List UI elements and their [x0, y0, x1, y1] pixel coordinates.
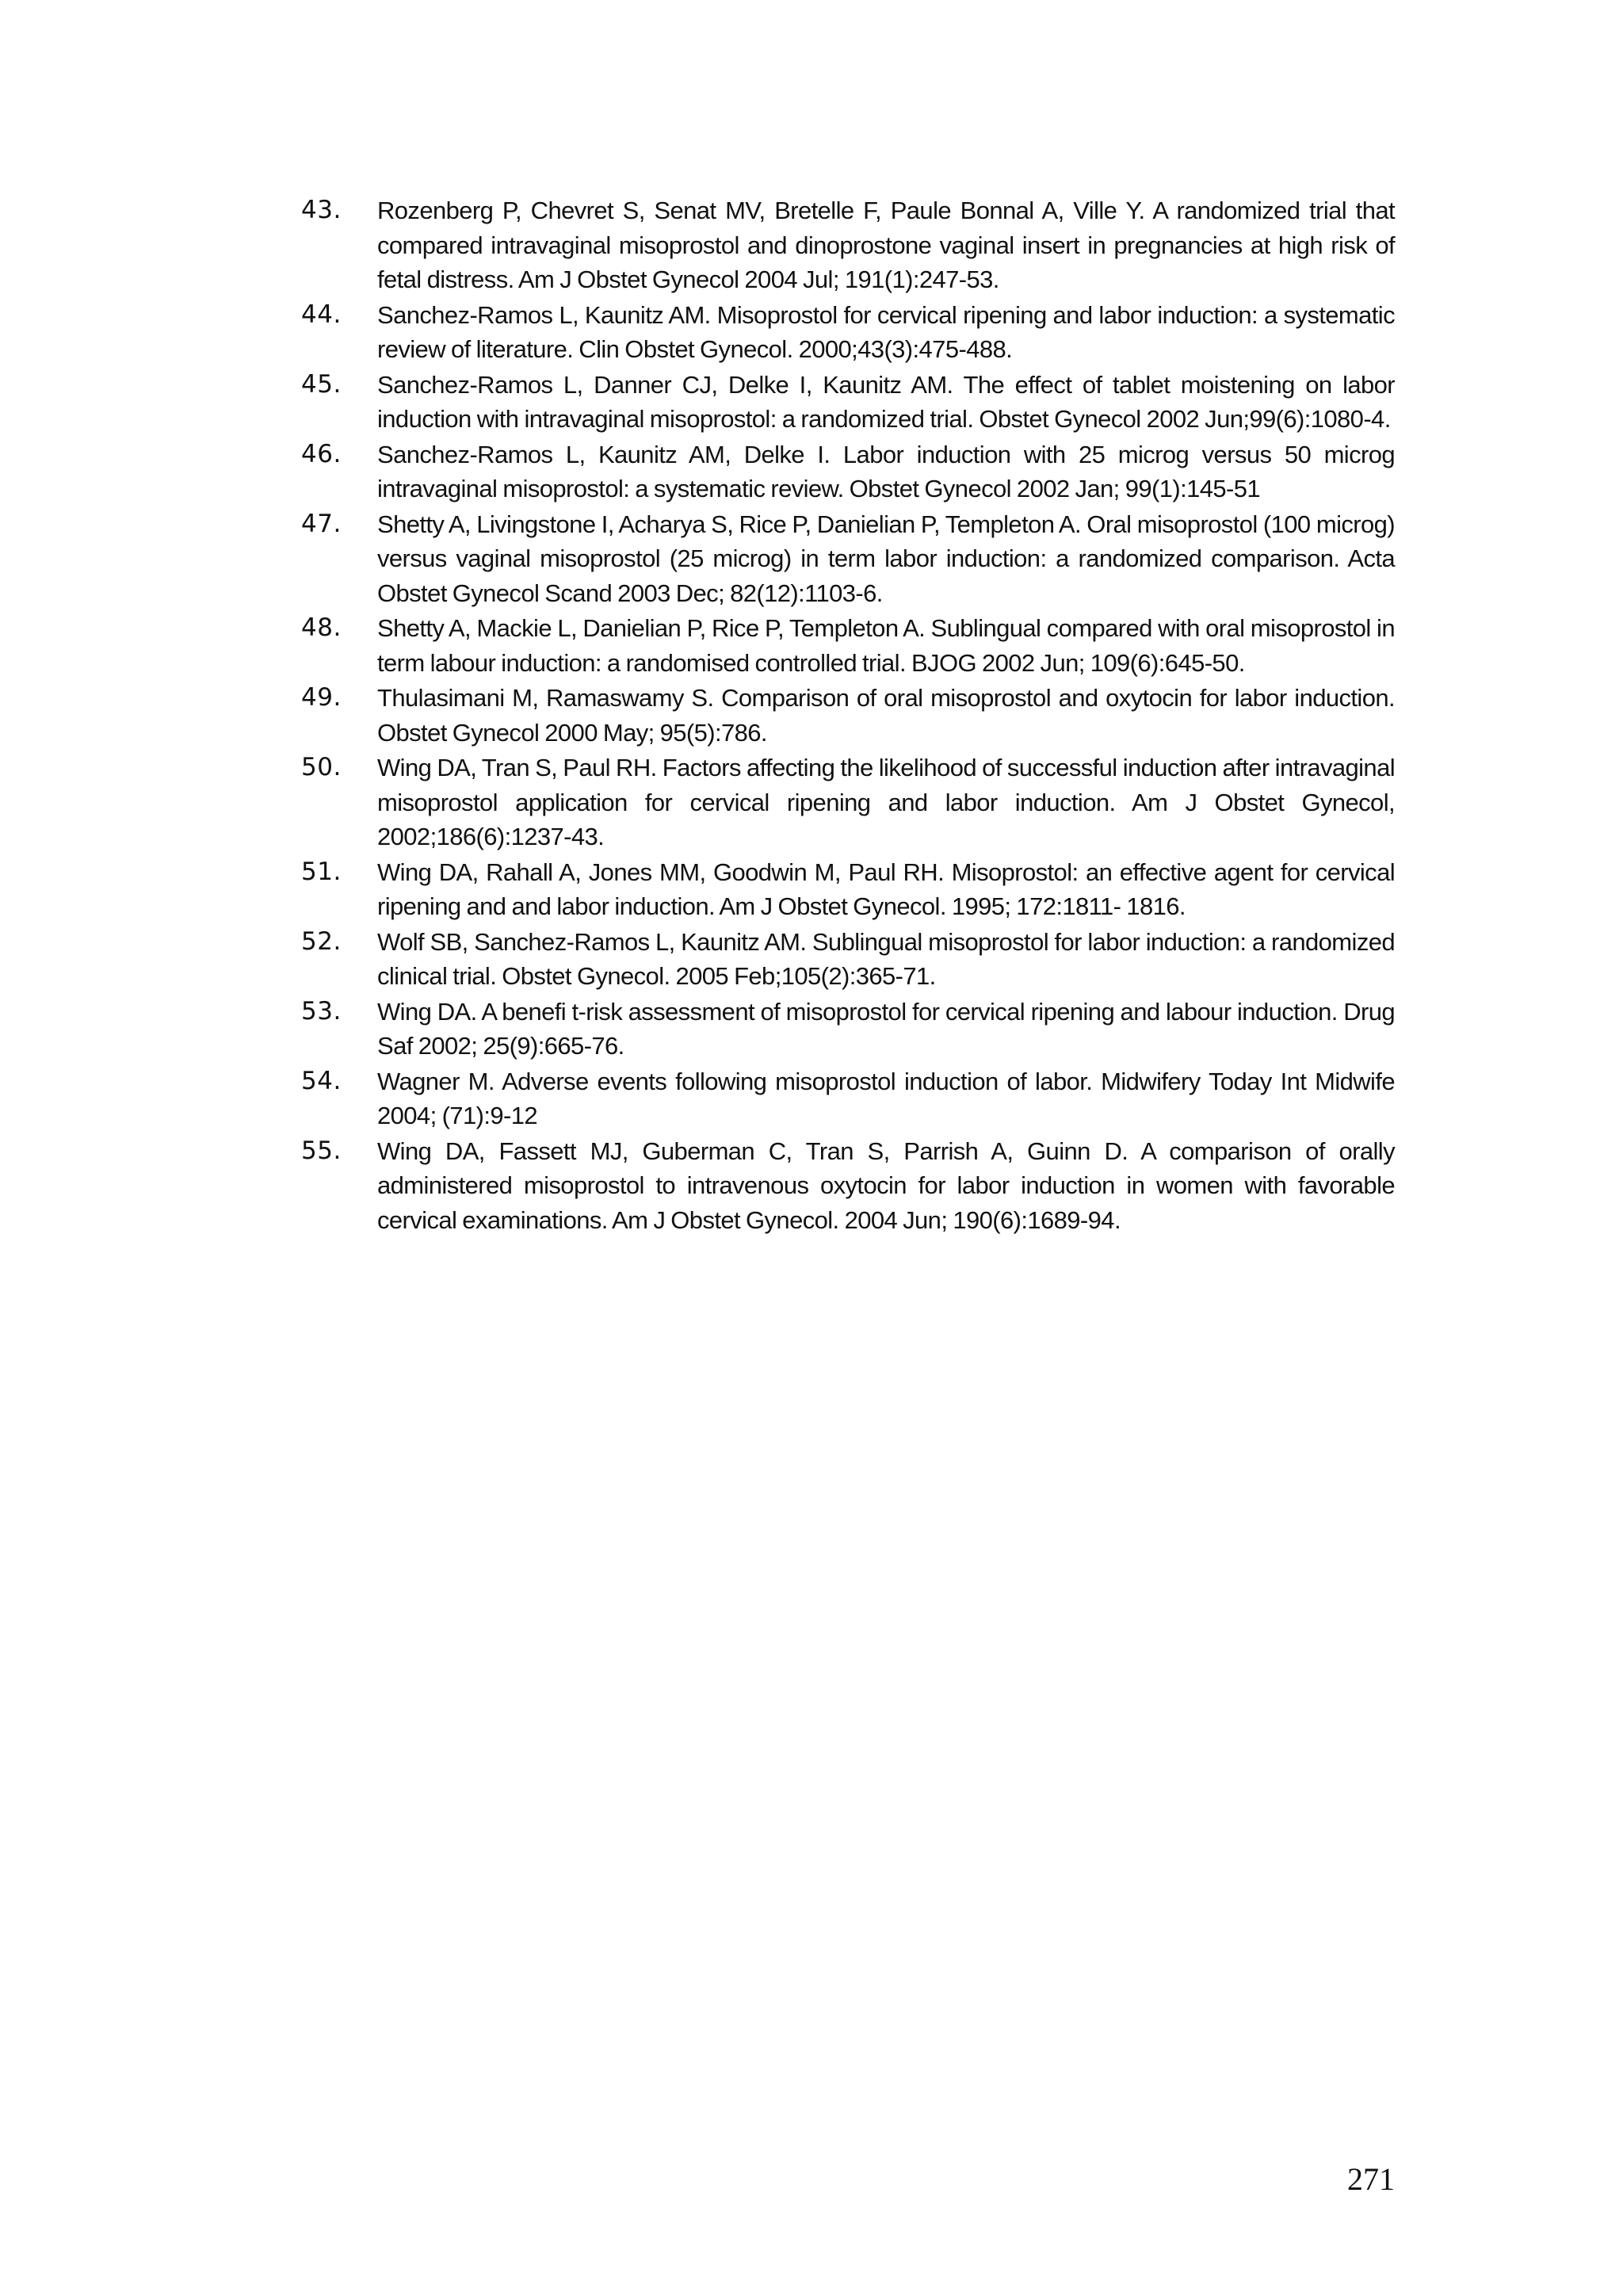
reference-number: 44. [301, 300, 342, 329]
reference-item [301, 751, 1395, 854]
reference-item [301, 193, 1395, 297]
reference-text: Shetty A, Mackie L, Danielian P, Rice P, Templeton A. Sublingual compared with oral misoprostol in term labour induction: a randomised controlled trial. BJOG 2002 Jun; 109(6):645-50. [377, 614, 1395, 677]
reference-number: 52. [301, 926, 342, 956]
reference-number: 48. [301, 613, 342, 642]
reference-text: Thulasimani M, Ramaswamy S. Comparison of oral misoprostol and oxytocin for labor induction. Obstet Gynecol 2000 May; 95(5):786. [377, 684, 1395, 747]
reference-text: Rozenberg P, Chevret S, Senat MV, Bretelle F, Paule Bonnal A, Ville Y. A randomized trial that compared intravaginal misoprostol and dinoprostone vaginal insert in pregnancies at high risk of fetal distress. Am J Obstet Gynecol 2004 Jul; 191(1):247-53. [377, 197, 1395, 293]
reference-text: Wing DA. A benefi t-risk assessment of misoprostol for cervical ripening and labour induction. Drug Saf 2002; 25(9):665-76. [377, 997, 1395, 1060]
reference-number: 46. [301, 439, 342, 468]
reference-number: 50. [301, 753, 342, 781]
reference-number: 47. [301, 509, 342, 538]
reference-text: Shetty A, Livingstone I, Acharya S, Rice P, Danielian P, Templeton A. Oral misoprostol (100 microg) versus vaginal misoprostol (25 microg) in term labor induction: a randomized comparison. Acta Obstet Gynecol Scand 2003 Dec; 82(12):1103-6. [377, 510, 1395, 607]
reference-item [301, 437, 1395, 506]
reference-text: Wing DA, Fassett MJ, Guberman C, Tran S, Parrish A, Guinn D. A comparison of orally administered misoprostol to intravenous oxytocin for labor induction in women with favorable cervical examinations. Am J Obstet Gynecol. 2004 Jun; 190(6):1689-94. [377, 1137, 1395, 1234]
reference-item [301, 681, 1395, 750]
reference-item [301, 995, 1395, 1064]
reference-text: Sanchez-Ramos L, Kaunitz AM. Misoprostol for cervical ripening and labor induction: a systematic review of literature. Clin Obstet Gynecol. 2000;43(3):475-488. [377, 300, 1395, 363]
reference-item [301, 298, 1395, 367]
reference-number: 43. [301, 196, 342, 224]
reference-text: Wagner M. Adverse events following misoprostol induction of labor. Midwifery Today Int Midwife 2004; (71):9-12 [377, 1067, 1395, 1129]
reference-item [301, 925, 1395, 994]
reference-item [301, 1064, 1395, 1133]
reference-number: 51. [301, 857, 342, 886]
reference-text: Wing DA, Tran S, Paul RH. Factors affecting the likelihood of successful induction after intravaginal misoprostol application for cervical ripening and labor induction. Am J Obstet Gynecol, 2002;186(6):1237-43. [377, 754, 1395, 850]
reference-list [301, 193, 1395, 1238]
reference-item [301, 855, 1395, 924]
reference-text: Sanchez-Ramos L, Kaunitz AM, Delke I. Labor induction with 25 microg versus 50 microg intravaginal misoprostol: a systematic review. Obstet Gynecol 2002 Jan; 99(1):145-51 [377, 440, 1395, 502]
reference-number: 49. [301, 683, 342, 712]
reference-text: Wing DA, Rahall A, Jones MM, Goodwin M, Paul RH. Misoprostol: an effective agent for cervical ripening and and labor induction. Am J Obstet Gynecol. 1995; 172:1811- 1816. [377, 858, 1395, 920]
reference-item [301, 611, 1395, 680]
page-number: 271 [1347, 2161, 1395, 2197]
reference-item [301, 507, 1395, 611]
reference-item [301, 1134, 1395, 1238]
reference-item [301, 368, 1395, 437]
reference-text: Sanchez-Ramos L, Danner CJ, Delke I, Kaunitz AM. The effect of tablet moistening on labor induction with intravaginal misoprostol: a randomized trial. Obstet Gynecol 2002 Jun;99(6):1080-4. [377, 370, 1395, 433]
reference-number: 55. [301, 1136, 342, 1165]
reference-text: Wolf SB, Sanchez-Ramos L, Kaunitz AM. Sublingual misoprostol for labor induction: a randomized clinical trial. Obstet Gynecol. 2005 Feb;105(2):365-71. [377, 927, 1395, 990]
reference-number: 54. [301, 1066, 342, 1095]
reference-number: 53. [301, 996, 342, 1026]
reference-number: 45. [301, 369, 342, 399]
